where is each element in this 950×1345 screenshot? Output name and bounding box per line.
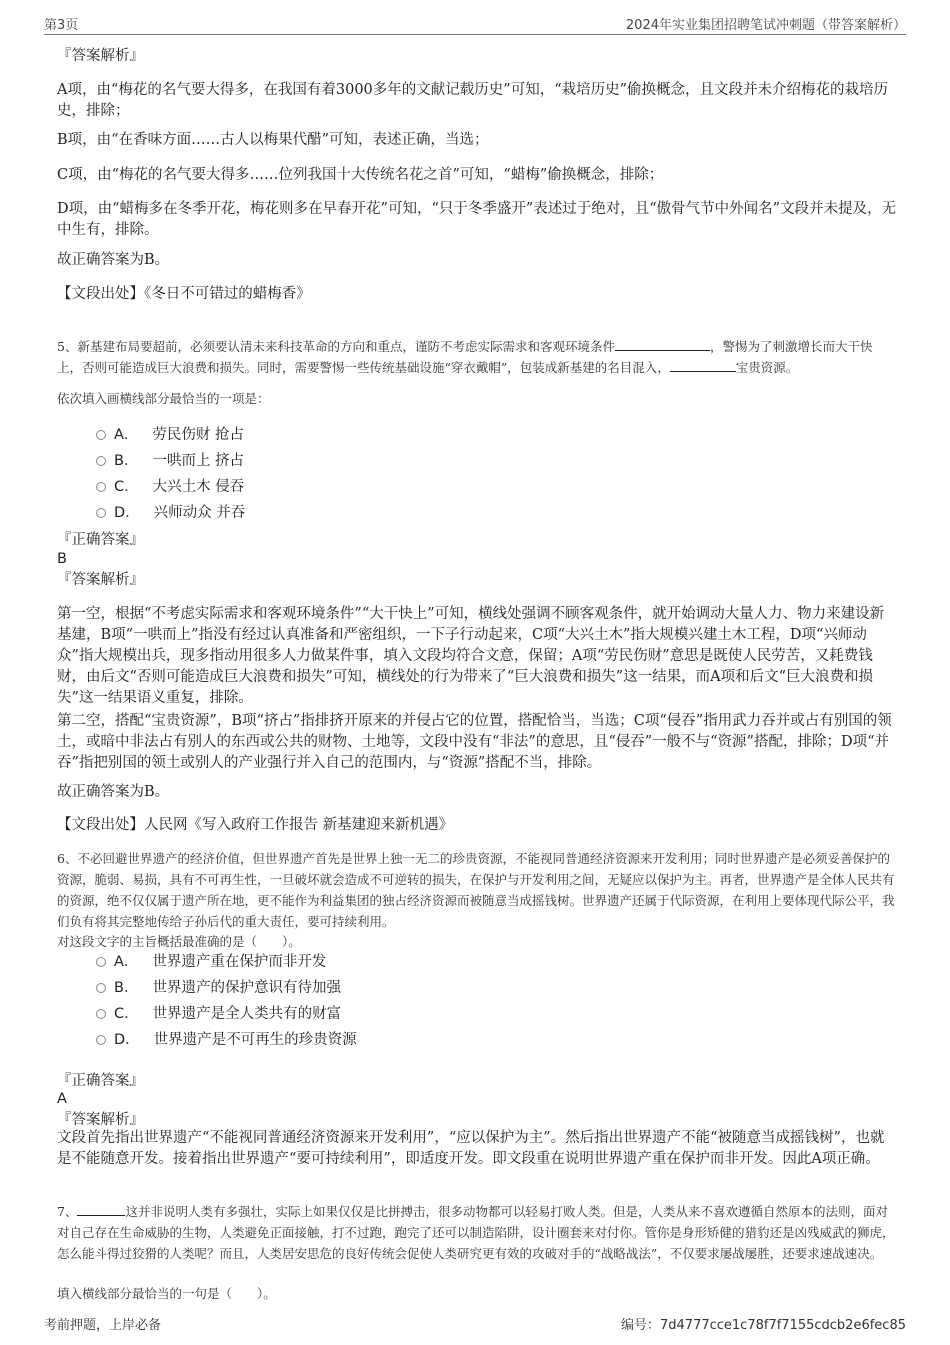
q5-analysis-1: 第一空，根据“不考虑实际需求和客观环境条件”“大干快上”可知，横线处强调不顾客观条件，就开始调动大量人力、物力来建设新基建，B项“一哄而上”指没有经过认真准备和严密组织，一下子行动起来，C项“大兴土木”指大规模兴建土木工程，D项“兴师动众”指大规模出兵，现多指动用很多人力做某件事，填入文段均符合文意，保留；A项“劳民伤财”意思是既使人民劳苦，又耗费钱财，由后文“否则可能造成巨大浪费和损失”可知，横线处的行为带来了“巨大浪费和损失”这一结果，而A项和后文“巨大浪费和损失”这一结果语义重复，排除。 bbox=[57, 606, 885, 706]
q5-analysis-2: 第二空，搭配“宝贵资源”，B项“挤占”指排挤开原来的并侵占它的位置，搭配恰当，当选；C项“侵吞”指用武力吞并或占有别国的领土，或暗中非法占有别人的东西或公共的财物、土地等，文段中没有“非法”的意思，且“侵吞”一般不与“资源”搭配，排除；D项“并吞”指把别国的领土或别人的产业强行并入自己的范围内，与“资源”搭配不当，排除。 bbox=[57, 713, 892, 771]
q4-conclusion: 故正确答案为B。 bbox=[57, 252, 170, 268]
radio-icon[interactable] bbox=[96, 983, 106, 993]
q4-analysis-label: 『答案解析』 bbox=[57, 48, 144, 64]
q6-option-b[interactable]: B． 世界遗产的保护意识有待加强 bbox=[96, 978, 341, 998]
q6-option-a[interactable]: A． 世界遗产重在保护而非开发 bbox=[96, 952, 326, 972]
q5-stem-part3: 宝贵资源。 bbox=[735, 360, 799, 375]
q5-stem bbox=[57, 336, 897, 378]
document-title: 2024年实业集团招聘笔试冲刺题（带答案解析） bbox=[625, 18, 906, 33]
radio-icon[interactable] bbox=[96, 508, 106, 518]
q6-prompt: 对这段文字的主旨概括最准确的是（ ）。 bbox=[57, 934, 301, 949]
q6-stem: 6、不必回避世界遗产的经济价值，但世界遗产首先是世界上独一无二的珍贵资源，不能视同普通经济资源来开发利用；同时世界遗产是必须妥善保护的资源，脆弱、易损，具有不可再生性，一旦破坏就会造成不可逆转的损失，在保护与开发利用之间，无疑应以保护为主。再者，世界遗产是全体人民共有的资源，绝不仅仅属于遗产所在地，更不能作为利益集团的独占经济资源而被随意当成摇钱树。世界遗产还属于代际资源，在利用上要体现代际公平，我们负有将其完整地传给子孙后代的重大责任，要可持续利用。 bbox=[57, 851, 895, 929]
q5-option-d[interactable]: D． 兴师动众 并吞 bbox=[96, 503, 245, 523]
radio-icon[interactable] bbox=[96, 1009, 106, 1019]
q6-correct-label: 『正确答案』 bbox=[57, 1073, 144, 1089]
q4-analysis-d: D项，由“蜡梅多在冬季开花，梅花则多在早春开花”可知，“只于冬季盛开”表述过于绝对，且“傲骨气节中外闻名”文段并未提及，无中生有，排除。 bbox=[57, 201, 897, 238]
q5-analysis-label: 『答案解析』 bbox=[57, 572, 144, 588]
footer-slogan: 考前押题，上岸必备 bbox=[44, 1318, 162, 1333]
page-number: 第3页 bbox=[44, 18, 79, 33]
q7-stem-number: 7、 bbox=[57, 1204, 78, 1219]
radio-icon[interactable] bbox=[96, 456, 106, 466]
q6-correct-answer: A bbox=[57, 1091, 67, 1107]
q7-prompt: 填入横线部分最恰当的一句是（ ）。 bbox=[57, 1286, 276, 1301]
q4-analysis-a: A项，由“梅花的名气要大得多，在我国有着3000多年的文献记载历史”可知，“栽培历史”偷换概念，且文段并未介绍梅花的栽培历史，排除； bbox=[57, 82, 889, 119]
q7-stem bbox=[57, 1201, 897, 1264]
q4-analysis-c: C项，由“梅花的名气要大得多……位列我国十大传统名花之首”可知，“蜡梅”偷换概念，排除； bbox=[57, 167, 664, 183]
q6-analysis-label: 『答案解析』 bbox=[57, 1112, 144, 1128]
q4-analysis-b: B项，由“在香味方面……古人以梅果代醋”可知，表述正确，当选； bbox=[57, 132, 489, 148]
q5-blank-2 bbox=[670, 358, 736, 372]
radio-icon[interactable] bbox=[96, 957, 106, 967]
q5-conclusion: 故正确答案为B。 bbox=[57, 784, 170, 800]
radio-icon[interactable] bbox=[96, 1035, 106, 1045]
q5-stem-part1: 5、新基建布局要超前，必须要认清未来科技革命的方向和重点，谨防不考虑实际需求和客观环境条件 bbox=[57, 339, 615, 354]
q5-option-a[interactable]: A． 劳民伤财 抢占 bbox=[96, 425, 244, 445]
q5-prompt: 依次填入画横线部分最恰当的一项是： bbox=[57, 391, 270, 406]
q5-correct-label: 『正确答案』 bbox=[57, 532, 144, 548]
q5-stem-part2: ，警惕为了刺激增长而大干快上，否则可能造成巨大浪费和损失。同时，需要警惕一些传统基础设施“穿衣戴帽”，包装成新基建的名目混入， bbox=[57, 339, 873, 375]
q6-option-d[interactable]: D． 世界遗产是不可再生的珍贵资源 bbox=[96, 1030, 357, 1050]
q7-blank bbox=[77, 1202, 125, 1216]
q5-source: 【文段出处】人民网《写入政府工作报告 新基建迎来新机遇》 bbox=[57, 817, 454, 833]
q5-blank-1 bbox=[615, 337, 710, 351]
radio-icon[interactable] bbox=[96, 430, 106, 440]
q4-source: 【文段出处】《冬日不可错过的蜡梅香》 bbox=[57, 286, 311, 302]
q5-option-c[interactable]: C． 大兴土木 侵吞 bbox=[96, 477, 244, 497]
page-header bbox=[44, 12, 906, 35]
footer-serial: 编号：7d4777cce1c78f7f7155cdcb2e6fec85 bbox=[621, 1318, 906, 1333]
q6-option-c[interactable]: C． 世界遗产是全人类共有的财富 bbox=[96, 1004, 341, 1024]
q5-correct-answer: B bbox=[57, 551, 67, 567]
q6-analysis: 文段首先指出世界遗产“不能视同普通经济资源来开发利用”，“应以保护为主”。然后指出世界遗产不能“被随意当成摇钱树”，也就是不能随意开发。接着指出世界遗产“要可持续利用”，即适度开发。即文段重在说明世界遗产重在保护而非开发。因此A项正确。 bbox=[57, 1130, 885, 1167]
q5-option-b[interactable]: B． 一哄而上 挤占 bbox=[96, 451, 244, 471]
radio-icon[interactable] bbox=[96, 482, 106, 492]
q7-stem-text: 这并非说明人类有多强壮，实际上如果仅仅是比拼搏击，很多动物都可以轻易打败人类。但是，人类从来不喜欢遵循自然原本的法则，面对对自己存在生命威胁的生物，人类避免正面接触，打不过跑，跑完了还可以制造陷阱，设计圈套来对付你。管你是身形矫健的猎豹还是凶残威武的狮虎，怎么能斗得过狡猾的人类呢？而且，人类居安思危的良好传统会促使人类研究更有效的攻破对手的“战略战法”，不仅要求屡战屡胜，还要求速战速决。 bbox=[57, 1204, 895, 1261]
